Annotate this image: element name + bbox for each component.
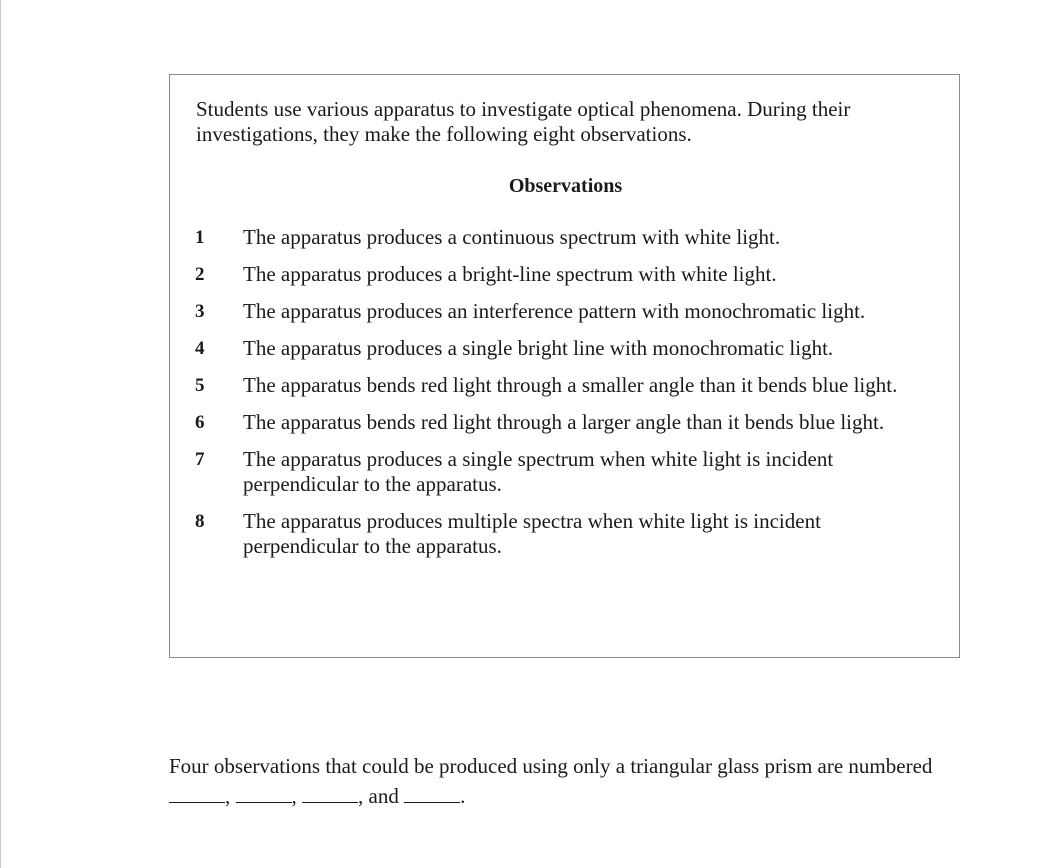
observation-item-2 bbox=[195, 262, 935, 287]
question-end: . bbox=[460, 784, 466, 808]
observation-number: 7 bbox=[195, 449, 205, 470]
observation-text: The apparatus bends red light through a smaller angle than it bends blue light. bbox=[243, 373, 898, 397]
question-separator-2: , bbox=[291, 784, 297, 808]
answer-blank-4 bbox=[404, 784, 460, 803]
observation-text: The apparatus produces multiple spectra when white light is incident perpendicular to the apparatus. bbox=[243, 509, 821, 558]
answer-blank-2 bbox=[236, 784, 292, 803]
page-left-edge bbox=[0, 0, 1, 868]
answer-blank-1 bbox=[169, 784, 225, 803]
observation-text: The apparatus produces a single bright line with monochromatic light. bbox=[243, 336, 834, 360]
observation-number: 4 bbox=[195, 338, 205, 359]
observation-number: 5 bbox=[195, 375, 205, 396]
observation-text: The apparatus produces an interference pattern with monochromatic light. bbox=[243, 299, 866, 323]
observation-item-6 bbox=[195, 410, 935, 435]
observation-number: 8 bbox=[195, 511, 205, 532]
observation-item-1 bbox=[195, 225, 935, 250]
observations-box bbox=[169, 74, 960, 658]
observation-text: The apparatus bends red light through a larger angle than it bends blue light. bbox=[243, 410, 885, 434]
question-prefix: Four observations that could be produced using only a triangular glass prism are numbered bbox=[169, 754, 933, 778]
question-separator-1: , bbox=[225, 784, 231, 808]
question-separator-3: , and bbox=[358, 784, 399, 808]
observation-number: 6 bbox=[195, 412, 205, 433]
observation-item-4 bbox=[195, 336, 935, 361]
intro-text: Students use various apparatus to investigate optical phenomena. During their investigations, they make the following eight observations. bbox=[196, 97, 851, 146]
observation-text: The apparatus produces a bright-line spectrum with white light. bbox=[243, 262, 777, 286]
observation-text: The apparatus produces a single spectrum when white light is incident perpendicular to the apparatus. bbox=[243, 447, 834, 496]
observation-item-5 bbox=[195, 373, 935, 398]
observation-item-3 bbox=[195, 299, 935, 324]
observation-text: The apparatus produces a continuous spectrum with white light. bbox=[243, 225, 781, 249]
observations-heading: Observations bbox=[508, 175, 623, 197]
observation-number: 2 bbox=[195, 264, 205, 285]
observation-number: 1 bbox=[195, 227, 205, 248]
observations-list bbox=[195, 225, 935, 571]
answer-blank-3 bbox=[302, 784, 358, 803]
observation-item-8 bbox=[195, 509, 935, 559]
observation-number: 3 bbox=[195, 301, 205, 322]
observation-item-7 bbox=[195, 447, 935, 497]
question-text bbox=[169, 751, 949, 811]
